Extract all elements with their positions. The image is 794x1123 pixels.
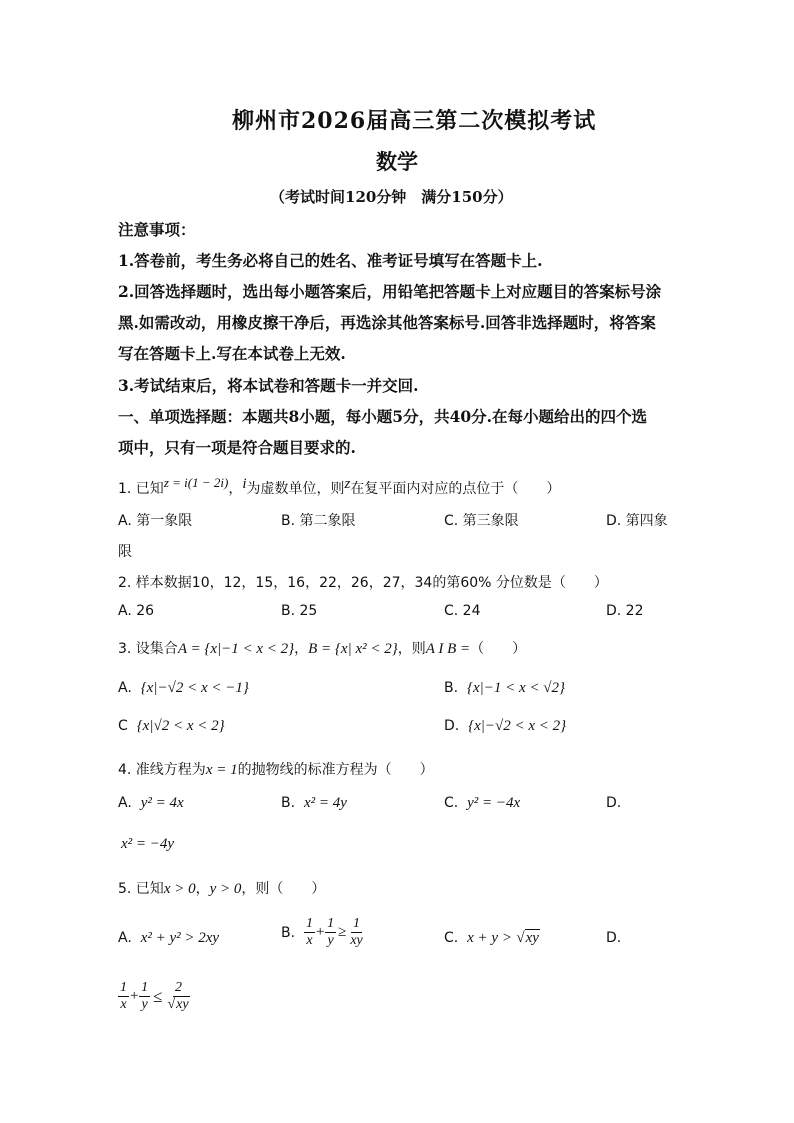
q4-option-a — [118, 795, 184, 812]
q5-option-a-label: A. — [118, 930, 132, 946]
q3-set-a: A = {x|−1 < x < 2} — [177, 641, 295, 657]
q4-option-c-expr: y² = −4x — [467, 795, 521, 811]
subject-title: 数学 — [376, 149, 418, 174]
q2-option-d: D. 22 — [606, 603, 644, 619]
q3-middle: ，则 — [397, 641, 426, 657]
q5-b-frac1-den: x — [306, 933, 313, 948]
question-1-stem — [118, 475, 561, 498]
q5-b-fraction-1 — [304, 916, 315, 949]
q4-option-b — [281, 795, 347, 812]
q1-i-symbol: i — [242, 476, 247, 492]
q4-suffix: 的抛物线的标准方程为（ ） — [237, 762, 434, 778]
q1-mid2: 为虚数单位，则 — [246, 481, 345, 497]
q4-formula: x = 1 — [205, 762, 238, 778]
q3-set-b: B = {x| x² < 2} — [308, 641, 398, 657]
q3-option-c-label: C — [118, 718, 128, 734]
q5-option-c-expr: x + y > — [467, 930, 512, 946]
note-item-2-line-3: 写在答题卡上.写在本试卷上无效. — [118, 344, 346, 363]
q5-b-frac3-den: xy — [350, 933, 363, 948]
q1-prefix: 1. 已知 — [118, 481, 164, 497]
q1-formula: z = i(1 − 2i) — [163, 475, 229, 490]
q3-prefix: 3. 设集合 — [118, 641, 178, 657]
q5-d-plus: + — [129, 988, 140, 1004]
notes-heading: 注意事项： — [118, 220, 196, 239]
q5-d-relation: ≤ — [153, 986, 163, 1006]
q5-d-frac2-num: 1 — [141, 980, 149, 995]
note-item-3: 3.考试结束后，将本试卷和答题卡一并交回. — [118, 376, 419, 395]
q5-option-c — [444, 930, 540, 947]
q1-option-d: D. 第四象 — [606, 513, 668, 529]
q3-option-b-label: B. — [444, 680, 459, 696]
q3-option-b — [444, 680, 565, 697]
note-item-2-line-1: 2.回答选择题时，选出每小题答案后，用铅笔把答题卡上对应题目的答案标号涂 — [118, 282, 662, 301]
q4-option-d-expr: x² = −4y — [121, 836, 175, 852]
q5-comma: ， — [195, 881, 210, 897]
q5-b-frac1-num: 1 — [305, 916, 313, 931]
q5-d-frac3-num: 2 — [175, 980, 183, 995]
q5-d-frac1-den: x — [120, 997, 127, 1012]
q1-suffix: 在复平面内对应的点位于（ ） — [350, 481, 561, 497]
q5-d-fraction-2 — [139, 980, 150, 1013]
q5-option-a-expr: x² + y² > 2xy — [140, 930, 220, 946]
q5-b-plus: + — [314, 924, 326, 940]
q5-b-frac2-num: 1 — [327, 916, 335, 931]
q5-option-d — [118, 980, 192, 1013]
q5-condition-1: x > 0 — [163, 881, 196, 897]
q4-option-c-label: C. — [444, 795, 459, 811]
q3-option-d-expr: {x|−√2 < x < 2} — [468, 718, 567, 734]
q1-option-c: C. 第三象限 — [444, 513, 519, 529]
q5-b-fraction-3 — [348, 916, 364, 949]
q5-b-frac2-den: y — [327, 933, 334, 948]
q5-c-radical-sign: √ — [516, 930, 525, 946]
q3-option-b-expr: {x|−1 < x < √2} — [466, 680, 566, 696]
q5-c-radicand: xy — [525, 930, 539, 946]
q4-option-b-expr: x² = 4y — [303, 795, 347, 811]
q1-z-symbol: z — [344, 476, 351, 492]
q5-d-radicand: xy — [176, 997, 189, 1012]
q5-prefix: 5. 已知 — [118, 881, 164, 897]
question-5-stem — [118, 878, 325, 898]
section-heading-line-2: 项中，只有一项是符合题目要求的. — [118, 438, 356, 457]
q5-option-b-label: B. — [281, 924, 296, 941]
section-heading-line-1: 一、单项选择题：本题共8小题，每小题5分，共40分.在每小题给出的四个选 — [118, 407, 648, 426]
q5-b-frac3-num: 1 — [353, 916, 361, 931]
q1-mid1: ， — [228, 481, 243, 497]
exam-info: （考试时间120分钟 满分150分） — [270, 188, 513, 206]
q5-option-b — [281, 916, 365, 949]
note-item-1: 1.答卷前，考生务必将自己的姓名、准考证号填写在答题卡上. — [118, 251, 543, 270]
q4-prefix: 4. 准线方程为 — [118, 762, 206, 778]
q3-option-a — [118, 680, 249, 697]
q4-option-c — [444, 795, 520, 812]
question-3-stem — [118, 638, 526, 658]
q2-option-c: C. 24 — [444, 603, 481, 619]
note-item-2-line-2: 黑.如需改动，用橡皮擦干净后，再选涂其他答案标号.回答非选择题时，将答案 — [118, 313, 656, 332]
q5-d-fraction-3 — [165, 980, 191, 1013]
q1-option-b: B. 第二象限 — [281, 513, 356, 529]
q2-option-b: B. 25 — [281, 603, 318, 619]
q5-option-d-label: D. — [606, 930, 622, 946]
q1-option-d-continued: 限 — [118, 544, 132, 560]
q3-option-c-expr: {x|√2 < x < 2} — [136, 718, 225, 734]
q5-b-relation: ≥ — [338, 924, 347, 940]
q3-suffix: （ ） — [470, 641, 527, 657]
q1-option-a: A. 第一象限 — [118, 513, 193, 529]
q5-d-radical-sign: √ — [167, 997, 176, 1012]
q4-option-a-expr: y² = 4x — [140, 795, 184, 811]
q5-b-fraction-2 — [325, 916, 336, 949]
q5-d-fraction-1 — [118, 980, 129, 1013]
question-2-stem: 2. 样本数据10，12，15，16，22，26，27，34的第60% 分位数是（ ） — [118, 575, 608, 591]
q5-d-frac3-den — [165, 997, 191, 1013]
q5-option-a — [118, 930, 219, 947]
q4-option-b-label: B. — [281, 795, 296, 811]
q3-option-d — [444, 718, 566, 735]
q2-option-a: A. 26 — [118, 603, 155, 619]
q5-d-frac2-den: y — [141, 997, 148, 1012]
q3-option-d-label: D. — [444, 718, 460, 734]
q5-suffix: ，则（ ） — [241, 881, 326, 897]
q3-comma: ， — [294, 641, 309, 657]
q5-condition-2: y > 0 — [209, 881, 242, 897]
q3-option-a-expr: {x|−√2 < x < −1} — [140, 680, 249, 696]
q3-expression: A I B = — [425, 641, 471, 657]
q4-option-d-label: D. — [606, 795, 622, 811]
q4-option-d — [121, 836, 174, 853]
q4-option-a-label: A. — [118, 795, 132, 811]
q3-option-c — [118, 718, 225, 735]
q5-d-frac1-num: 1 — [120, 980, 127, 995]
q3-option-a-label: A. — [118, 680, 132, 696]
q5-option-c-label: C. — [444, 930, 459, 946]
exam-title: 柳州市2026届高三第二次模拟考试 — [232, 108, 597, 134]
question-4-stem — [118, 759, 434, 779]
